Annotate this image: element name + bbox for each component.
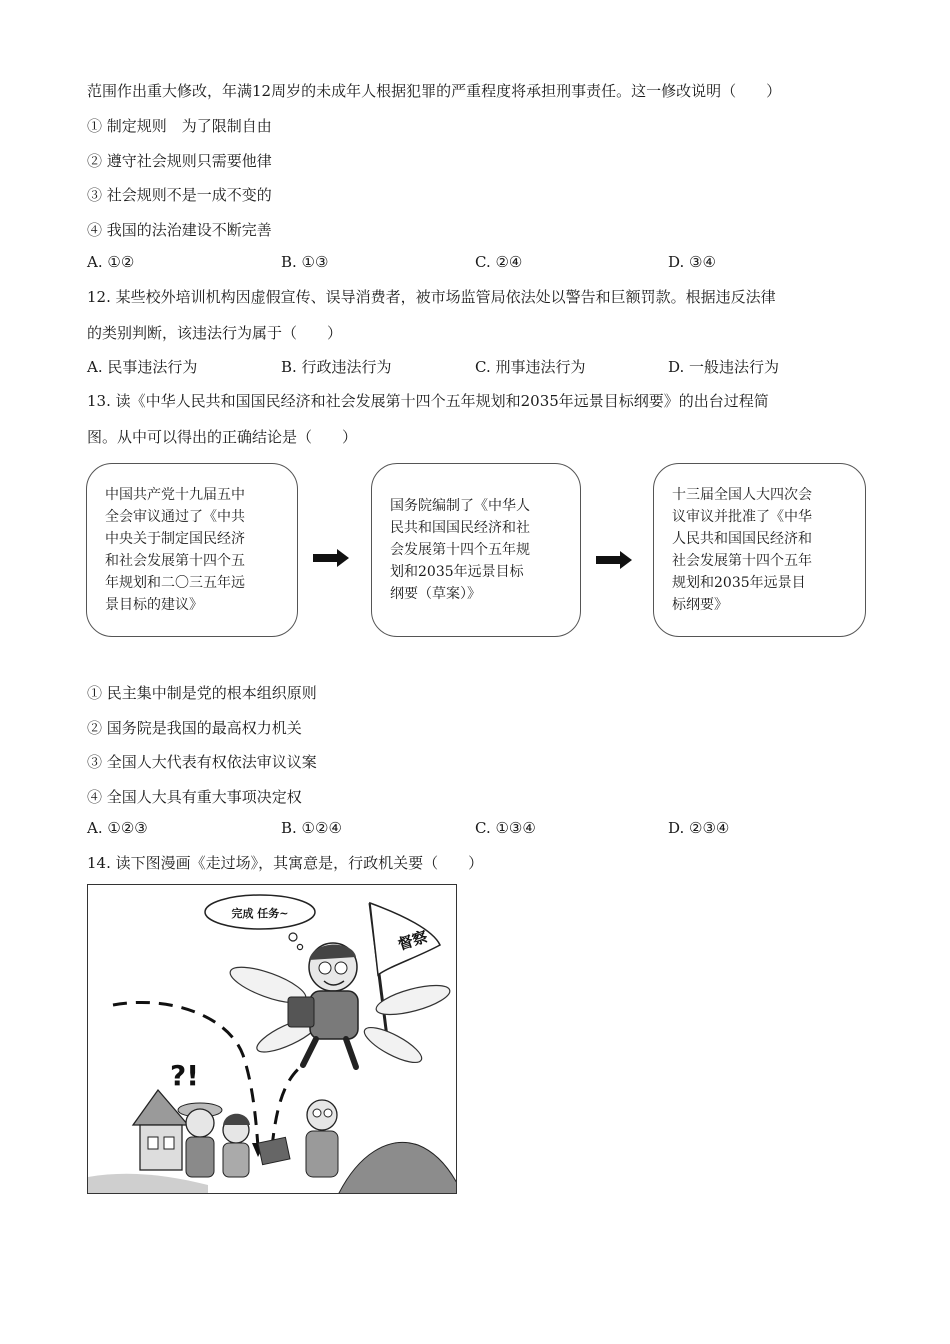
q12-option-a: A. 民事违法行为 xyxy=(87,358,198,376)
q11-item-4: ④ 我国的法治建设不断完善 xyxy=(87,221,272,239)
thought-bubble-text: 完成 任务~ xyxy=(231,907,289,920)
q11-option-c: C. ②④ xyxy=(475,253,523,271)
flow-step-3: 十三届全国人大四次会 议审议并批准了《中华 人民共和国国民经济和 社会发展第十四个五年 规划和2035年远景目 标纲要》 xyxy=(653,463,866,637)
q13-option-a: A. ①②③ xyxy=(87,819,148,837)
q13-item-3: ③ 全国人大代表有权依法审议议案 xyxy=(87,753,317,771)
cartoon-illustration xyxy=(88,885,457,1194)
q11-item-1: ① 制定规则 为了限制自由 xyxy=(87,117,272,135)
flow-arrow-1-icon xyxy=(313,549,349,567)
q12-option-c: C. 刑事违法行为 xyxy=(475,358,586,376)
flow-step-1: 中国共产党十九届五中 全会审议通过了《中共 中央关于制定国民经济 和社会发展第十四个五 年规划和二〇三五年远 景目标的建议》 xyxy=(86,463,298,637)
q13-item-4: ④ 全国人大具有重大事项决定权 xyxy=(87,788,302,806)
q11-option-d: D. ③④ xyxy=(668,253,716,271)
q13-option-d: D. ②③④ xyxy=(668,819,730,837)
q13-item-2: ② 国务院是我国的最高权力机关 xyxy=(87,719,302,737)
q13-stem-line2: 图。从中可以得出的正确结论是（ ） xyxy=(87,428,358,446)
q11-stem: 范围作出重大修改，年满12周岁的未成年人根据犯罪的严重程度将承担刑事责任。这一修改说明（ ） xyxy=(87,82,782,100)
cartoon-zouguochang xyxy=(87,884,457,1194)
flow-step-2: 国务院编制了《中华人 民共和国国民经济和社 会发展第十四个五年规 划和2035年远景目标 纲要（草案）》 xyxy=(371,463,581,637)
q13-option-c: C. ①③④ xyxy=(475,819,536,837)
q11-option-b: B. ①③ xyxy=(281,253,329,271)
q13-item-1: ① 民主集中制是党的根本组织原则 xyxy=(87,684,317,702)
q13-stem-line1: 13. 读《中华人民共和国国民经济和社会发展第十四个五年规划和2035年远景目标纲要》的出台过程简 xyxy=(87,392,769,410)
q11-option-a: A. ①② xyxy=(87,253,135,271)
q12-option-d: D. 一般违法行为 xyxy=(668,358,780,376)
q11-item-2: ② 遵守社会规则只需要他律 xyxy=(87,152,272,170)
flow-arrow-2-icon xyxy=(596,551,632,569)
q13-option-b: B. ①②④ xyxy=(281,819,342,837)
confusion-marks: ?! xyxy=(170,1059,200,1092)
q12-stem-line2: 的类别判断，该违法行为属于（ ） xyxy=(87,324,343,342)
flag-text: 督察 xyxy=(395,927,430,954)
q11-item-3: ③ 社会规则不是一成不变的 xyxy=(87,186,272,204)
q12-option-b: B. 行政违法行为 xyxy=(281,358,392,376)
q12-stem-line1: 12. 某些校外培训机构因虚假宣传、误导消费者，被市场监管局依法处以警告和巨额罚款。根据违反法律 xyxy=(87,288,776,306)
q14-stem: 14. 读下图漫画《走过场》，其寓意是，行政机关要（ ） xyxy=(87,854,484,872)
